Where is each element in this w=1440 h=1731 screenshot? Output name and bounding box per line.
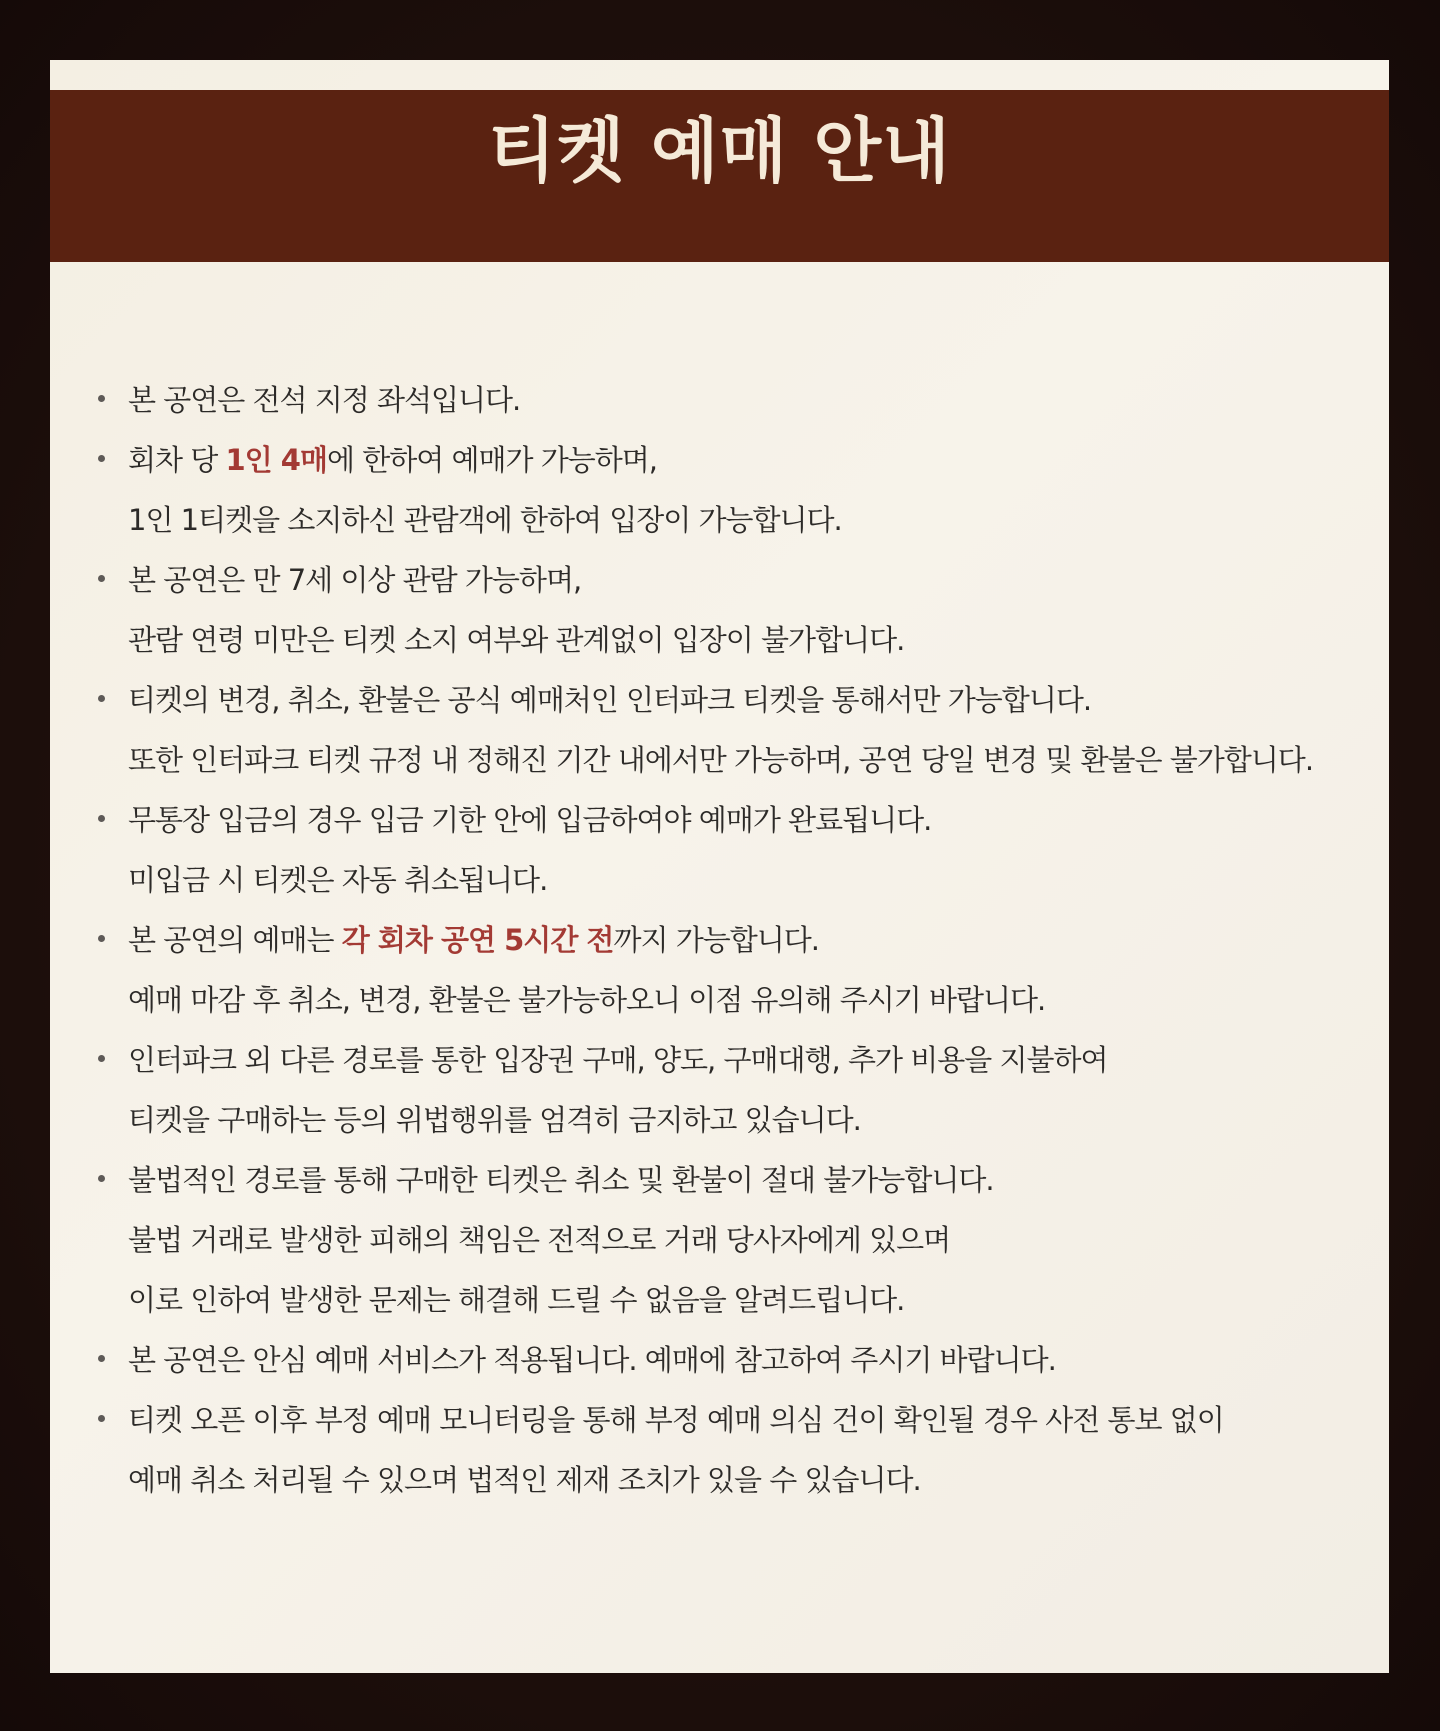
title-banner [50, 90, 1389, 262]
notice-text: 관람 연령 미만은 티켓 소지 여부와 관계없이 입장이 불가합니다. [128, 623, 905, 657]
notice-line [128, 850, 1389, 910]
notice-line [128, 1210, 1389, 1270]
bullet-icon [98, 695, 105, 702]
notice-line [128, 610, 1389, 670]
notice-text: 회차 당 [128, 443, 226, 477]
notice-text: 까지 가능합니다. [613, 923, 819, 957]
bullet-icon [98, 1355, 105, 1362]
notice-list [50, 370, 1389, 1510]
notice-line [128, 970, 1389, 1030]
notice-item [50, 1030, 1389, 1150]
notice-item [50, 1330, 1389, 1390]
highlight-text: 각 회차 공연 5시간 전 [341, 923, 614, 957]
bullet-icon [98, 1055, 105, 1062]
notice-item [50, 910, 1389, 1030]
notice-line [128, 370, 1389, 430]
notice-text: 본 공연은 안심 예매 서비스가 적용됩니다. 예매에 참고하여 주시기 바랍니다. [128, 1343, 1056, 1377]
notice-line [128, 790, 1389, 850]
notice-text: 예매 마감 후 취소, 변경, 환불은 불가능하오니 이점 유의해 주시기 바랍니다. [128, 983, 1046, 1017]
notice-item [50, 1150, 1389, 1330]
notice-text: 티켓 오픈 이후 부정 예매 모니터링을 통해 부정 예매 의심 건이 확인될 경우 사전 통보 없이 [128, 1403, 1224, 1437]
page-title: 티켓 예매 안내 [488, 109, 951, 192]
notice-text: 티켓을 구매하는 등의 위법행위를 엄격히 금지하고 있습니다. [128, 1103, 861, 1137]
notice-text: 이로 인하여 발생한 문제는 해결해 드릴 수 없음을 알려드립니다. [128, 1283, 905, 1317]
notice-line [128, 1270, 1389, 1330]
notice-item [50, 790, 1389, 910]
notice-item [50, 550, 1389, 670]
notice-text: 본 공연의 예매는 [128, 923, 342, 957]
notice-card [50, 60, 1389, 1673]
highlight-text: 1인 4매 [225, 443, 327, 477]
notice-text: 예매 취소 처리될 수 있으며 법적인 제재 조치가 있을 수 있습니다. [128, 1463, 921, 1497]
notice-text: 불법 거래로 발생한 피해의 책임은 전적으로 거래 당사자에게 있으며 [128, 1223, 951, 1257]
notice-line [128, 730, 1389, 790]
notice-text: 또한 인터파크 티켓 규정 내 정해진 기간 내에서만 가능하며, 공연 당일 변경 및 환불은 불가합니다. [128, 743, 1314, 777]
notice-line [128, 1030, 1389, 1090]
notice-line [128, 910, 1389, 970]
notice-item [50, 1390, 1389, 1510]
notice-text: 본 공연은 전석 지정 좌석입니다. [128, 383, 521, 417]
bullet-icon [98, 935, 105, 942]
notice-line [128, 550, 1389, 610]
notice-line [128, 1450, 1389, 1510]
notice-line [128, 670, 1389, 730]
notice-line [128, 1150, 1389, 1210]
notice-line [128, 490, 1389, 550]
notice-text: 불법적인 경로를 통해 구매한 티켓은 취소 및 환불이 절대 불가능합니다. [128, 1163, 994, 1197]
notice-text: 1인 1티켓을 소지하신 관람객에 한하여 입장이 가능합니다. [128, 503, 842, 537]
notice-text: 인터파크 외 다른 경로를 통한 입장권 구매, 양도, 구매대행, 추가 비용을 지불하여 [128, 1043, 1108, 1077]
notice-line [128, 1090, 1389, 1150]
notice-item [50, 430, 1389, 550]
notice-item [50, 370, 1389, 430]
bullet-icon [98, 815, 105, 822]
notice-text: 미입금 시 티켓은 자동 취소됩니다. [128, 863, 548, 897]
notice-text: 에 한하여 예매가 가능하며, [326, 443, 657, 477]
notice-text: 티켓의 변경, 취소, 환불은 공식 예매처인 인터파크 티켓을 통해서만 가능합니다. [128, 683, 1092, 717]
bullet-icon [98, 455, 105, 462]
bullet-icon [98, 575, 105, 582]
notice-line [128, 1390, 1389, 1450]
bullet-icon [98, 395, 105, 402]
notice-item [50, 670, 1389, 790]
notice-text: 본 공연은 만 7세 이상 관람 가능하며, [128, 563, 582, 597]
bullet-icon [98, 1415, 105, 1422]
notice-line [128, 430, 1389, 490]
notice-line [128, 1330, 1389, 1390]
notice-text: 무통장 입금의 경우 입금 기한 안에 입금하여야 예매가 완료됩니다. [128, 803, 932, 837]
bullet-icon [98, 1175, 105, 1182]
